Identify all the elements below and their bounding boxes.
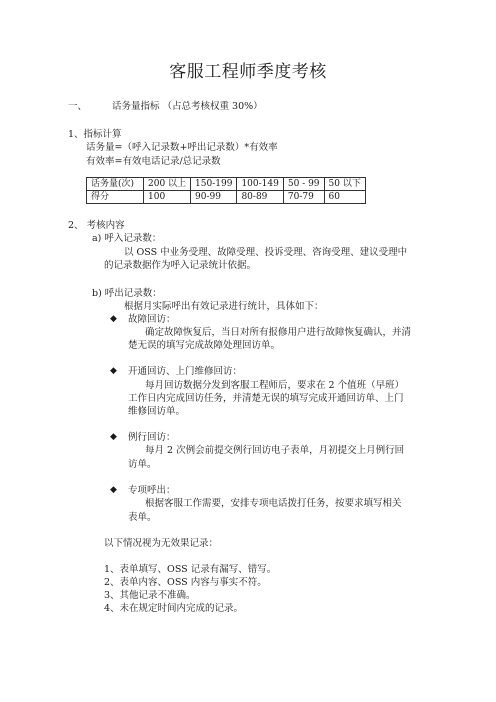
table-cell: 70-79 <box>283 191 324 204</box>
table-row <box>87 191 366 204</box>
bullet-heading: 专项呼出： <box>128 485 176 496</box>
formula-volume: 话务量=（呼入记录数+呼出记录数）*有效率 <box>86 142 278 153</box>
invalid-record-item: 2、表单内容、OSS 内容与事实不符。 <box>104 577 267 588</box>
bullet-text-line: 每月回访数据分发到客服工程师后，要求在 2 个值班（早班） <box>145 380 405 391</box>
item-b-label: b) 呼出记录数： <box>92 288 162 299</box>
diamond-bullet-icon: ◆ <box>110 314 117 324</box>
diamond-bullet-icon: ◆ <box>110 366 117 376</box>
table-cell: 90-99 <box>191 191 237 204</box>
diamond-bullet-icon: ◆ <box>110 485 117 495</box>
bullet-text-line: 楚无误的填写完成故障处理回访单。 <box>128 340 281 351</box>
bullet-heading: 故障回访： <box>128 314 176 325</box>
bullet-text-line: 工作日内完成回访任务，并清楚无误的填写完成开通回访单、上门 <box>128 393 404 404</box>
invalid-record-item: 1、表单填写、OSS 记录有漏写、错写。 <box>104 564 277 575</box>
item-a-label: a) 呼入记录数： <box>92 233 162 244</box>
invalid-record-item: 3、其他记录不准确。 <box>104 590 196 601</box>
score-table <box>86 177 366 204</box>
table-cell: 60 <box>324 191 365 204</box>
table-cell: 得分 <box>87 191 144 204</box>
section-1-heading: 话务量指标 （占总考核权重 30%） <box>112 101 263 112</box>
invalid-record-item: 4、未在规定时间内完成的记录。 <box>104 603 244 614</box>
item-a-text-line: 以 OSS 中业务受理、故障受理、投诉受理、咨询受理、建议受理中 <box>124 247 408 258</box>
table-cell: 话务量(次) <box>87 178 144 191</box>
bullet-text-line: 根据客服工作需要，安排专项电话拨打任务，按要求填写相关 <box>145 498 402 509</box>
diamond-bullet-icon: ◆ <box>110 432 117 442</box>
bullet-text-line: 确定故障恢复后，当日对所有报修用户进行故障恢复确认，并清 <box>145 327 412 338</box>
bullet-text-line: 访单。 <box>128 459 157 470</box>
invalid-records-intro: 以下情况视为无效果记录： <box>104 538 219 549</box>
bullet-heading: 例行回访： <box>128 432 176 443</box>
section-1-number: 一、 <box>68 101 88 112</box>
table-row <box>87 178 366 191</box>
table-cell: 150-199 <box>191 178 237 191</box>
bullet-heading: 开通回访、上门维修回访： <box>128 366 243 377</box>
table-cell: 50 以下 <box>324 178 365 191</box>
table-cell: 80-89 <box>237 191 283 204</box>
page-title: 客服工程师季度考核 <box>169 62 327 82</box>
formula-efficiency: 有效率=有效电话记录/总记录数 <box>86 156 221 167</box>
subsection-1-heading: 1、指标计算 <box>68 129 122 140</box>
item-a-text-line: 的记录数据作为呼入记录统计依据。 <box>104 260 257 271</box>
item-b-intro: 根据月实际呼出有效记录进行统计，具体如下： <box>124 301 324 312</box>
table-cell: 100 <box>144 191 191 204</box>
bullet-text-line: 维修回访单。 <box>128 406 186 417</box>
table-cell: 200 以上 <box>144 178 191 191</box>
subsection-2-heading: 2、 考核内容 <box>68 220 125 231</box>
table-cell: 50 - 99 <box>283 178 324 191</box>
bullet-text-line: 每月 2 次例会前提交例行回访电子表单，月初提交上月例行回 <box>145 445 405 456</box>
table-cell: 100-149 <box>237 178 283 191</box>
bullet-text-line: 表单。 <box>128 512 157 523</box>
